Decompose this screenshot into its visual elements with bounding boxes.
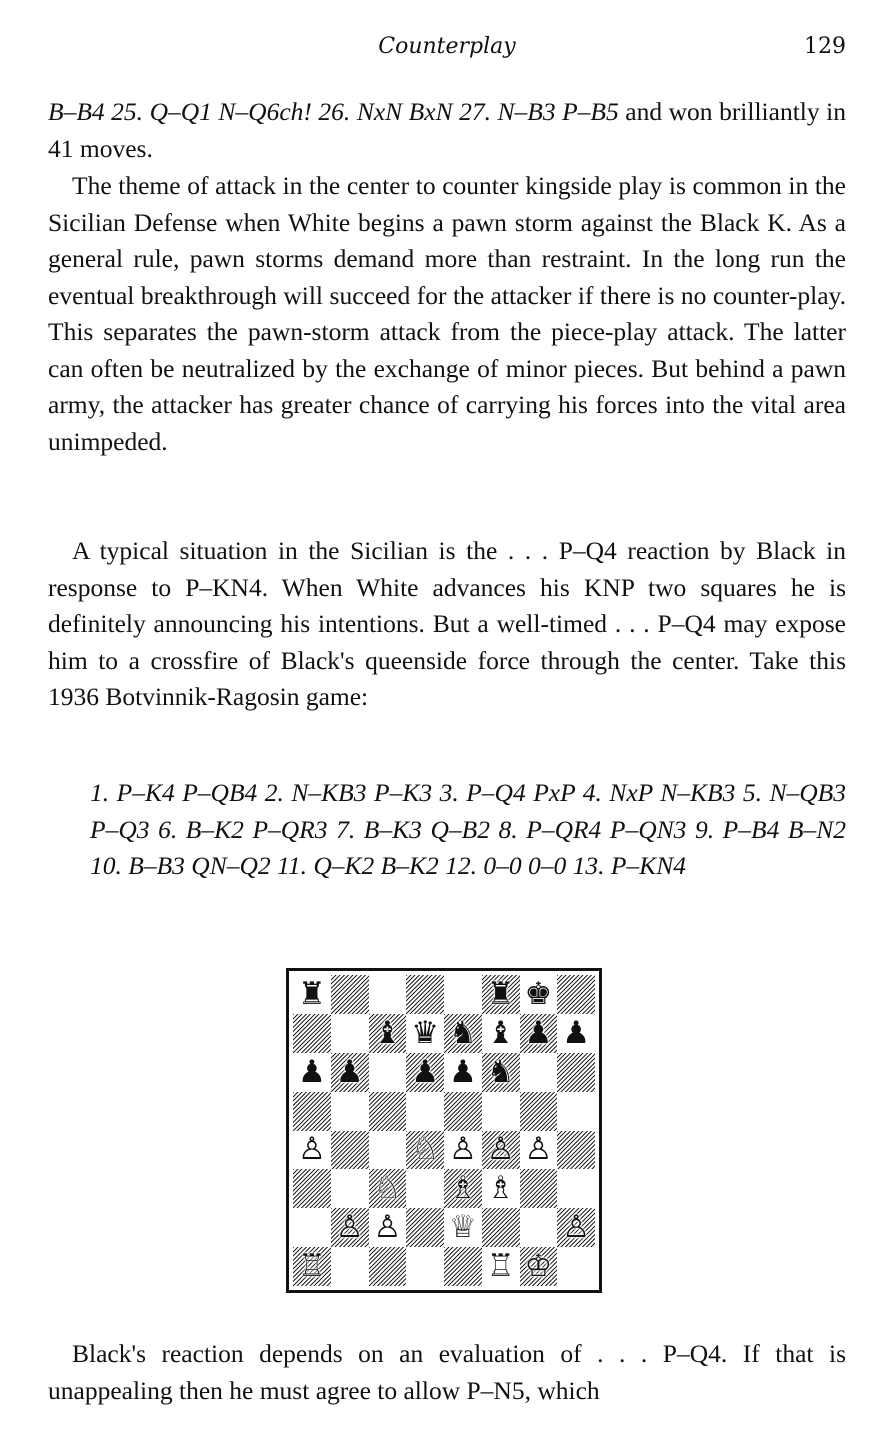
board-square xyxy=(406,1092,444,1131)
board-square xyxy=(444,975,482,1014)
board-square xyxy=(482,975,520,1014)
chess-piece: ♙ xyxy=(448,1131,477,1168)
board-square xyxy=(369,1053,407,1092)
board-square xyxy=(444,1247,482,1286)
board-square xyxy=(369,1014,407,1053)
chess-piece: ♞ xyxy=(486,1053,515,1090)
board-square xyxy=(331,1131,369,1170)
board-square xyxy=(482,1053,520,1092)
board-square xyxy=(482,1131,520,1170)
board-square xyxy=(406,1131,444,1170)
chess-piece: ♕ xyxy=(448,1209,477,1246)
chess-piece: ♞ xyxy=(448,1014,477,1051)
game-moves: 1. P–K4 P–QB4 2. N–KB3 P–K3 3. P–Q4 PxP 4. NxP N–KB3 5. N–QB3 P–Q3 6. B–K2 P–QR3 7. B–K3 Q–B2 8. P–QR4 P–QN3 9. P–B4 B–N2 10. B–B3 QN–Q2 11. Q–K2 B–K2 12. 0–0 0–0 13. P–KN4 xyxy=(90,778,846,880)
paragraph-reaction: Black's reaction depends on an evaluation of . . . P–Q4. If that is unappealing then he must agree to allow P–N5, which xyxy=(48,1339,846,1405)
board-square xyxy=(520,1053,558,1092)
book-page xyxy=(48,0,846,1440)
board-square xyxy=(444,1053,482,1092)
board-square xyxy=(520,1014,558,1053)
chess-piece: ♙ xyxy=(524,1131,553,1168)
chess-piece: ♟ xyxy=(335,1053,364,1090)
board-square xyxy=(557,1131,595,1170)
board-square xyxy=(369,975,407,1014)
chess-piece: ♘ xyxy=(373,1170,402,1207)
chess-piece: ♜ xyxy=(297,975,326,1012)
chess-piece: ♔ xyxy=(524,1248,553,1285)
paragraph-pawn-storm: The theme of attack in the center to counter kingside play is common in the Sicilian Defense when White begins a pawn storm against the Black K. As a general rule, pawn storms demand more than restraint. In the long run the eventual breakthrough will succeed for the attacker if there is no counter-play. This separates the pawn-storm attack from the piece-play attack. The latter can often be neutralized by the exchange of minor pieces. But behind a pawn army, the attacker has greater chance of carrying his forces into the vital area unimpeded. xyxy=(48,171,846,456)
board-square xyxy=(406,975,444,1014)
board-squares xyxy=(293,975,595,1286)
board-square xyxy=(406,1053,444,1092)
board-square xyxy=(482,1247,520,1286)
board-square xyxy=(444,1014,482,1053)
board-square xyxy=(557,1053,595,1092)
board-square xyxy=(520,1169,558,1208)
chess-piece: ♖ xyxy=(486,1248,515,1285)
chess-piece: ♗ xyxy=(486,1170,515,1207)
board-square xyxy=(369,1208,407,1247)
board-square xyxy=(293,1208,331,1247)
board-square xyxy=(406,1247,444,1286)
page-number: 129 xyxy=(804,34,846,59)
chess-piece: ♘ xyxy=(411,1131,440,1168)
board-square xyxy=(293,1169,331,1208)
chess-piece: ♚ xyxy=(524,975,553,1012)
board-square xyxy=(331,1247,369,1286)
chess-piece: ♝ xyxy=(373,1014,402,1051)
move-sequence: B–B4 25. Q–Q1 N–Q6ch! 26. NxN BxN 27. N–B3 P–B5 xyxy=(48,97,619,126)
board-square xyxy=(293,1131,331,1170)
board-square xyxy=(331,975,369,1014)
board-square xyxy=(557,1092,595,1131)
chess-piece: ♟ xyxy=(562,1014,591,1051)
board-square xyxy=(369,1247,407,1286)
chess-piece: ♟ xyxy=(524,1014,553,1051)
board-square xyxy=(369,1131,407,1170)
board-square xyxy=(444,1092,482,1131)
board-square xyxy=(293,1053,331,1092)
board-square xyxy=(482,1169,520,1208)
board-square xyxy=(406,1208,444,1247)
board-square xyxy=(444,1208,482,1247)
board-square xyxy=(557,1014,595,1053)
board-square xyxy=(331,1208,369,1247)
board-square xyxy=(331,1053,369,1092)
board-square xyxy=(557,1247,595,1286)
chess-piece: ♟ xyxy=(297,1053,326,1090)
chess-piece: ♙ xyxy=(562,1209,591,1246)
board-square xyxy=(369,1092,407,1131)
board-square xyxy=(557,975,595,1014)
chess-piece: ♗ xyxy=(448,1170,477,1207)
paragraph-continuation xyxy=(48,94,846,167)
chess-diagram xyxy=(286,968,602,1293)
chess-piece: ♟ xyxy=(411,1053,440,1090)
board-square xyxy=(444,1169,482,1208)
chess-piece: ♜ xyxy=(486,975,515,1012)
board-square xyxy=(293,1092,331,1131)
chess-piece: ♝ xyxy=(486,1014,515,1051)
board-square xyxy=(482,1092,520,1131)
board-square xyxy=(331,1014,369,1053)
running-title: Counterplay xyxy=(378,34,516,59)
paragraph-sicilian: A typical situation in the Sicilian is the . . . P–Q4 reaction by Black in response to P–KN4. When White advances his KNP two squares he is definitely announcing his intentions. But a well-timed . . . P–Q4 may expose him to a crossfire of Black's queenside force through the center. Take this 1936 Botvinnik-Ragosin game: xyxy=(48,536,846,711)
board-square xyxy=(406,1014,444,1053)
chess-piece: ♟ xyxy=(448,1053,477,1090)
board-square xyxy=(369,1169,407,1208)
paragraph-text: and won brilliantly in 41 moves. xyxy=(48,97,846,163)
chess-piece: ♛ xyxy=(411,1014,440,1051)
board-square xyxy=(482,1014,520,1053)
chess-piece: ♙ xyxy=(486,1131,515,1168)
chess-piece: ♖ xyxy=(297,1248,326,1285)
board-square xyxy=(331,1169,369,1208)
board-square xyxy=(406,1169,444,1208)
board-square xyxy=(557,1208,595,1247)
chess-piece: ♙ xyxy=(335,1209,364,1246)
board-square xyxy=(293,1014,331,1053)
board-square xyxy=(331,1092,369,1131)
board-square xyxy=(293,1247,331,1286)
chess-piece: ♙ xyxy=(297,1131,326,1168)
board-square xyxy=(557,1169,595,1208)
board-square xyxy=(293,975,331,1014)
board-square xyxy=(520,1131,558,1170)
board-square xyxy=(520,975,558,1014)
board-square xyxy=(482,1208,520,1247)
board-square xyxy=(520,1247,558,1286)
board-square xyxy=(444,1131,482,1170)
board-square xyxy=(520,1208,558,1247)
running-head xyxy=(48,34,846,64)
chess-piece: ♙ xyxy=(373,1209,402,1246)
board-square xyxy=(520,1092,558,1131)
